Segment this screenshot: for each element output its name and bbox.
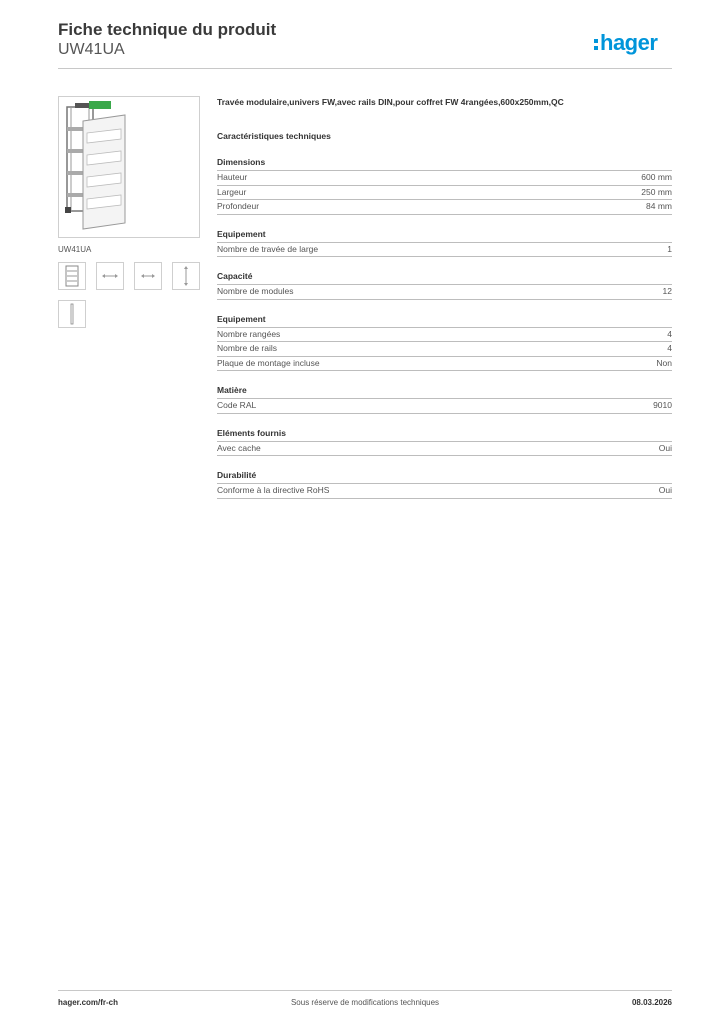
spec-group-matiere	[217, 384, 672, 414]
spec-row	[217, 243, 672, 258]
spec-label: Nombre de travée de large	[217, 243, 319, 254]
spec-label: Nombre de modules	[217, 286, 294, 296]
spec-value: 250 mm	[641, 186, 672, 197]
spec-row	[217, 484, 672, 499]
spec-group-elements-fournis	[217, 427, 672, 457]
spec-row	[217, 328, 672, 343]
spec-label: Plaque de montage incluse	[217, 357, 320, 368]
specifications-panel	[217, 96, 672, 499]
footer-date: 08.03.2026	[631, 998, 672, 1007]
spec-label: Nombre de rails	[217, 343, 277, 353]
spec-group-capacite	[217, 270, 672, 300]
spec-value: 1	[667, 243, 672, 254]
hager-logo	[592, 28, 672, 63]
header-divider	[58, 68, 672, 69]
spec-row	[217, 442, 672, 457]
spec-row	[217, 171, 672, 186]
group-title: Matière	[217, 384, 672, 399]
height-dimension-thumb[interactable]	[172, 262, 200, 290]
spec-value: 12	[662, 286, 672, 296]
spec-group-equipement	[217, 228, 672, 258]
spec-label: Code RAL	[217, 400, 257, 410]
spec-value: 9010	[653, 400, 672, 410]
spec-value: 4	[667, 328, 672, 339]
spec-value: Oui	[658, 442, 672, 453]
spec-label: Hauteur	[217, 172, 248, 182]
spec-value: Oui	[658, 485, 672, 495]
spec-group-durabilite	[217, 469, 672, 499]
group-title: Equipement	[217, 228, 672, 243]
footer-notice: Sous réserve de modifications techniques	[290, 998, 440, 1007]
product-code: UW41UA	[58, 41, 125, 58]
depth-dimension-thumb[interactable]	[134, 262, 162, 290]
image-caption: UW41UA	[58, 245, 92, 254]
group-title: Eléments fournis	[217, 427, 672, 442]
spec-label: Conforme à la directive RoHS	[217, 485, 330, 495]
footer-divider	[58, 990, 672, 991]
spec-row	[217, 399, 672, 414]
spec-row	[217, 200, 672, 215]
product-description: Travée modulaire,univers FW,avec rails DIN,pour coffret FW 4rangées,600x250mm,QC	[217, 97, 564, 107]
spec-label: Nombre rangées	[217, 328, 281, 339]
spec-row	[217, 186, 672, 201]
spec-row	[217, 357, 672, 372]
spec-group-equipement-2	[217, 313, 672, 372]
spec-label: Avec cache	[217, 442, 261, 453]
page-header	[58, 20, 672, 60]
spec-label: Profondeur	[217, 201, 260, 211]
group-title: Durabilité	[217, 469, 672, 484]
spec-label: Largeur	[217, 186, 247, 197]
group-title: Dimensions	[217, 156, 672, 171]
document-title: Fiche technique du produit	[58, 20, 277, 39]
product-front-thumb[interactable]	[58, 262, 86, 290]
width-dimension-thumb[interactable]	[96, 262, 124, 290]
spec-row	[217, 342, 672, 357]
website-link[interactable]: hager.com/fr-ch	[58, 998, 119, 1007]
group-title: Equipement	[217, 313, 672, 328]
spec-value: Non	[656, 357, 672, 368]
spec-value: 600 mm	[641, 172, 672, 182]
product-image	[58, 96, 200, 238]
svg-text:hager: hager	[600, 30, 658, 55]
group-title: Capacité	[217, 270, 672, 285]
spec-value: 84 mm	[646, 201, 672, 211]
spec-row	[217, 285, 672, 300]
spec-value: 4	[667, 343, 672, 353]
rail-thumb[interactable]	[58, 300, 86, 328]
specs-heading: Caractéristiques techniques	[217, 131, 331, 141]
spec-group-dimensions	[217, 156, 672, 215]
